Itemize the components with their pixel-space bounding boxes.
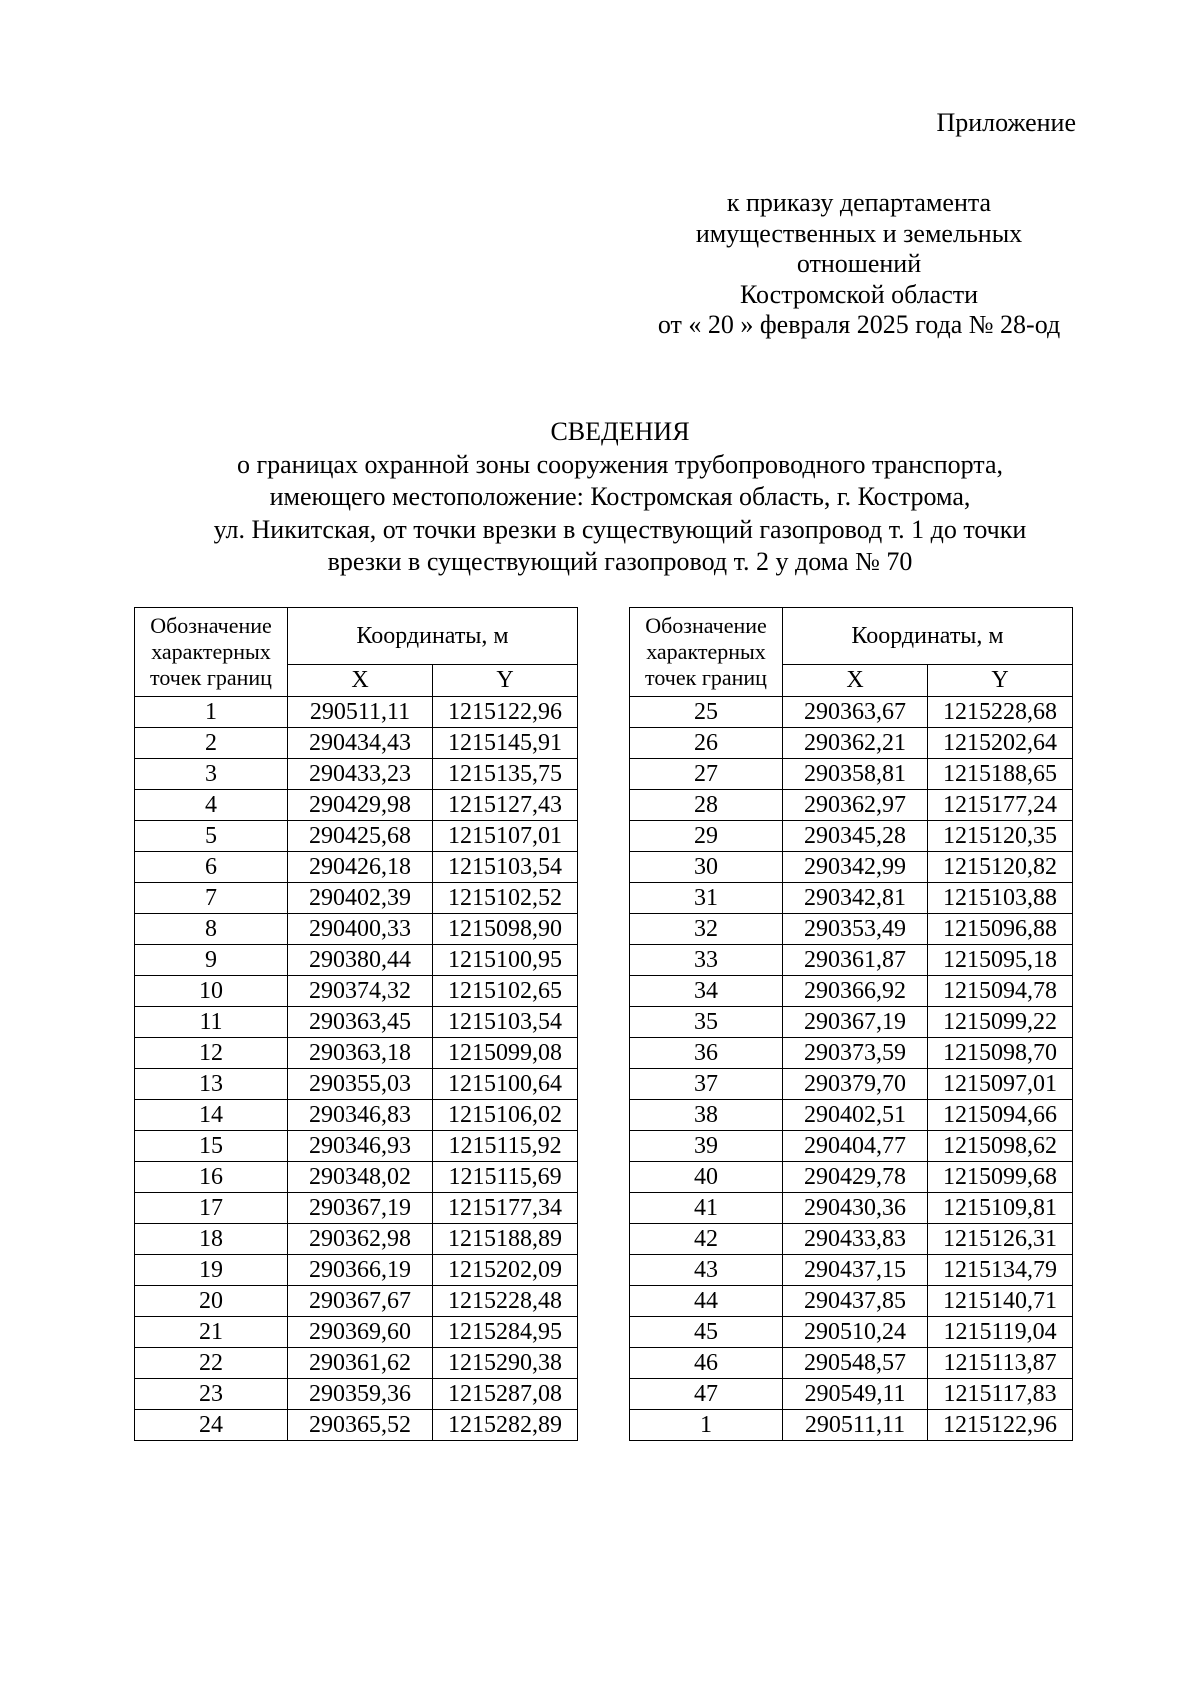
table-row [135,1162,578,1193]
point-number: 4 [135,790,288,821]
point-number: 47 [630,1379,783,1410]
coord-y: 1215102,52 [433,883,578,914]
table-row [135,759,578,790]
point-number: 6 [135,852,288,883]
table-row [630,1348,1073,1379]
point-number: 12 [135,1038,288,1069]
coord-x: 290373,59 [783,1038,928,1069]
coord-y: 1215113,87 [928,1348,1073,1379]
coord-x: 290402,39 [288,883,433,914]
coord-x: 290366,19 [288,1255,433,1286]
point-number: 39 [630,1131,783,1162]
coord-x: 290367,67 [288,1286,433,1317]
point-number: 35 [630,1007,783,1038]
coord-y: 1215103,88 [928,883,1073,914]
order-reference [614,188,1104,341]
header-y: Y [928,664,1073,696]
table-row [135,1255,578,1286]
point-number: 31 [630,883,783,914]
table-row [135,1131,578,1162]
table-row [630,1410,1073,1441]
coord-x: 290510,24 [783,1317,928,1348]
coord-x: 290379,70 [783,1069,928,1100]
document-title [100,416,1140,579]
coord-y: 1215115,92 [433,1131,578,1162]
table-row [630,697,1073,728]
table-row [135,1410,578,1441]
table-row [630,914,1073,945]
table-row [135,1286,578,1317]
table-row [630,1317,1073,1348]
coord-x: 290363,18 [288,1038,433,1069]
coord-y: 1215120,35 [928,821,1073,852]
order-line: Костромской области [739,279,979,309]
coord-y: 1215202,64 [928,728,1073,759]
coord-x: 290549,11 [783,1379,928,1410]
coord-x: 290430,36 [783,1193,928,1224]
point-number: 21 [135,1317,288,1348]
point-number: 18 [135,1224,288,1255]
coord-y: 1215119,04 [928,1317,1073,1348]
coord-y: 1215290,38 [433,1348,578,1379]
table-row [630,945,1073,976]
coord-y: 1215284,95 [433,1317,578,1348]
point-number: 26 [630,728,783,759]
point-number: 29 [630,821,783,852]
point-number: 23 [135,1379,288,1410]
coord-x: 290374,32 [288,976,433,1007]
point-number: 24 [135,1410,288,1441]
header-y: Y [433,664,578,696]
coordinates-table-right [629,607,1073,1441]
coord-y: 1215126,31 [928,1224,1073,1255]
point-number: 1 [630,1410,783,1441]
table-row [135,976,578,1007]
header-x: X [288,664,433,696]
order-line: имущественных и земельных [695,218,1023,248]
point-number: 32 [630,914,783,945]
coord-x: 290429,98 [288,790,433,821]
coord-y: 1215120,82 [928,852,1073,883]
point-number: 36 [630,1038,783,1069]
coord-y: 1215177,34 [433,1193,578,1224]
title-line: о границах охранной зоны сооружения трубопроводного транспорта, [236,449,1004,479]
coord-x: 290369,60 [288,1317,433,1348]
point-number: 41 [630,1193,783,1224]
coord-y: 1215228,48 [433,1286,578,1317]
coord-y: 1215177,24 [928,790,1073,821]
table-row [135,697,578,728]
table-row [135,821,578,852]
table-row [135,1100,578,1131]
coord-x: 290511,11 [783,1410,928,1441]
table-row [135,1193,578,1224]
coord-x: 290361,62 [288,1348,433,1379]
table-row [135,945,578,976]
point-number: 19 [135,1255,288,1286]
table-row [135,728,578,759]
coord-x: 290404,77 [783,1131,928,1162]
coord-y: 1215107,01 [433,821,578,852]
coord-y: 1215096,88 [928,914,1073,945]
point-number: 17 [135,1193,288,1224]
table-row [135,852,578,883]
order-date-number: от « 20 » февраля 2025 года № 28-од [657,310,1061,339]
coord-y: 1215122,96 [433,697,578,728]
table-row [135,790,578,821]
coord-x: 290367,19 [783,1007,928,1038]
coord-y: 1215098,70 [928,1038,1073,1069]
header-x: X [783,664,928,696]
header-designation: Обозначение характерных точек границ [135,608,288,697]
table-row [135,1348,578,1379]
table-row [630,1286,1073,1317]
table-row [630,1224,1073,1255]
order-line: к приказу департамента [726,188,992,217]
coord-x: 290362,97 [783,790,928,821]
coord-y: 1215095,18 [928,945,1073,976]
coord-y: 1215102,65 [433,976,578,1007]
coord-x: 290345,28 [783,821,928,852]
point-number: 38 [630,1100,783,1131]
table-row [630,976,1073,1007]
coord-x: 290426,18 [288,852,433,883]
coord-x: 290429,78 [783,1162,928,1193]
coord-y: 1215099,08 [433,1038,578,1069]
coord-y: 1215287,08 [433,1379,578,1410]
coord-y: 1215228,68 [928,697,1073,728]
coord-y: 1215106,02 [433,1100,578,1131]
header-coordinates: Координаты, м [288,608,578,665]
coord-y: 1215134,79 [928,1255,1073,1286]
title-line: ул. Никитская, от точки врезки в существующий газопровод т. 1 до точки [213,514,1027,544]
coord-x: 290348,02 [288,1162,433,1193]
coord-x: 290363,45 [288,1007,433,1038]
point-number: 43 [630,1255,783,1286]
table-row [630,1193,1073,1224]
coord-x: 290402,51 [783,1100,928,1131]
coord-x: 290353,49 [783,914,928,945]
point-number: 42 [630,1224,783,1255]
header-coordinates: Координаты, м [783,608,1073,665]
coordinates-table-left [134,607,578,1441]
table-row [630,1162,1073,1193]
coord-y: 1215117,83 [928,1379,1073,1410]
point-number: 40 [630,1162,783,1193]
coord-y: 1215122,96 [928,1410,1073,1441]
table-row [630,790,1073,821]
coord-x: 290433,83 [783,1224,928,1255]
coord-x: 290437,85 [783,1286,928,1317]
header-designation: Обозначение характерных точек границ [630,608,783,697]
coord-y: 1215145,91 [433,728,578,759]
point-number: 28 [630,790,783,821]
table-row [630,1131,1073,1162]
coord-y: 1215115,69 [433,1162,578,1193]
table-row [135,1069,578,1100]
coord-x: 290359,36 [288,1379,433,1410]
coord-y: 1215103,54 [433,852,578,883]
point-number: 27 [630,759,783,790]
coord-y: 1215135,75 [433,759,578,790]
point-number: 13 [135,1069,288,1100]
point-number: 15 [135,1131,288,1162]
coord-y: 1215094,78 [928,976,1073,1007]
coord-x: 290362,21 [783,728,928,759]
table-row [135,1224,578,1255]
coord-x: 290400,33 [288,914,433,945]
coord-x: 290342,81 [783,883,928,914]
coord-x: 290511,11 [288,697,433,728]
coord-y: 1215099,68 [928,1162,1073,1193]
coord-y: 1215097,01 [928,1069,1073,1100]
coord-x: 290433,23 [288,759,433,790]
coord-y: 1215100,95 [433,945,578,976]
coord-y: 1215127,43 [433,790,578,821]
coord-y: 1215099,22 [928,1007,1073,1038]
point-number: 11 [135,1007,288,1038]
point-number: 22 [135,1348,288,1379]
point-number: 5 [135,821,288,852]
coord-y: 1215100,64 [433,1069,578,1100]
coord-x: 290548,57 [783,1348,928,1379]
coord-x: 290346,83 [288,1100,433,1131]
point-number: 2 [135,728,288,759]
point-number: 30 [630,852,783,883]
coord-x: 290362,98 [288,1224,433,1255]
coord-x: 290346,93 [288,1131,433,1162]
coord-y: 1215103,54 [433,1007,578,1038]
coord-x: 290363,67 [783,697,928,728]
table-row [630,821,1073,852]
title-line: врезки в существующий газопровод т. 2 у дома № 70 [327,547,913,576]
coord-y: 1215098,62 [928,1131,1073,1162]
point-number: 44 [630,1286,783,1317]
table-row [630,1379,1073,1410]
title-heading: СВЕДЕНИЯ [550,417,690,446]
point-number: 46 [630,1348,783,1379]
coord-y: 1215202,09 [433,1255,578,1286]
table-row [135,1379,578,1410]
point-number: 3 [135,759,288,790]
coord-x: 290437,15 [783,1255,928,1286]
coord-x: 290425,68 [288,821,433,852]
coord-y: 1215140,71 [928,1286,1073,1317]
order-line: отношений [796,249,922,278]
point-number: 10 [135,976,288,1007]
coord-x: 290434,43 [288,728,433,759]
table-row [630,1007,1073,1038]
coord-y: 1215098,90 [433,914,578,945]
coord-y: 1215188,89 [433,1224,578,1255]
coord-y: 1215188,65 [928,759,1073,790]
coord-x: 290367,19 [288,1193,433,1224]
coord-x: 290342,99 [783,852,928,883]
point-number: 16 [135,1162,288,1193]
table-row [630,1038,1073,1069]
point-number: 20 [135,1286,288,1317]
table-row [135,1317,578,1348]
table-row [630,852,1073,883]
point-number: 45 [630,1317,783,1348]
table-row [630,759,1073,790]
table-row [630,728,1073,759]
coord-x: 290365,52 [288,1410,433,1441]
table-row [630,1100,1073,1131]
table-row [630,883,1073,914]
coord-y: 1215094,66 [928,1100,1073,1131]
coord-x: 290361,87 [783,945,928,976]
table-row [630,1069,1073,1100]
coord-y: 1215282,89 [433,1410,578,1441]
table-row [135,883,578,914]
point-number: 25 [630,697,783,728]
point-number: 8 [135,914,288,945]
point-number: 7 [135,883,288,914]
point-number: 14 [135,1100,288,1131]
table-row [135,914,578,945]
coord-y: 1215109,81 [928,1193,1073,1224]
coord-x: 290355,03 [288,1069,433,1100]
table-row [135,1038,578,1069]
point-number: 1 [135,697,288,728]
point-number: 33 [630,945,783,976]
table-row [630,1255,1073,1286]
point-number: 9 [135,945,288,976]
table-row [135,1007,578,1038]
point-number: 37 [630,1069,783,1100]
coord-x: 290358,81 [783,759,928,790]
title-line: имеющего местоположение: Костромская область, г. Кострома, [269,482,971,511]
point-number: 34 [630,976,783,1007]
coord-x: 290366,92 [783,976,928,1007]
appendix-label: Приложение [936,108,1076,137]
coord-x: 290380,44 [288,945,433,976]
